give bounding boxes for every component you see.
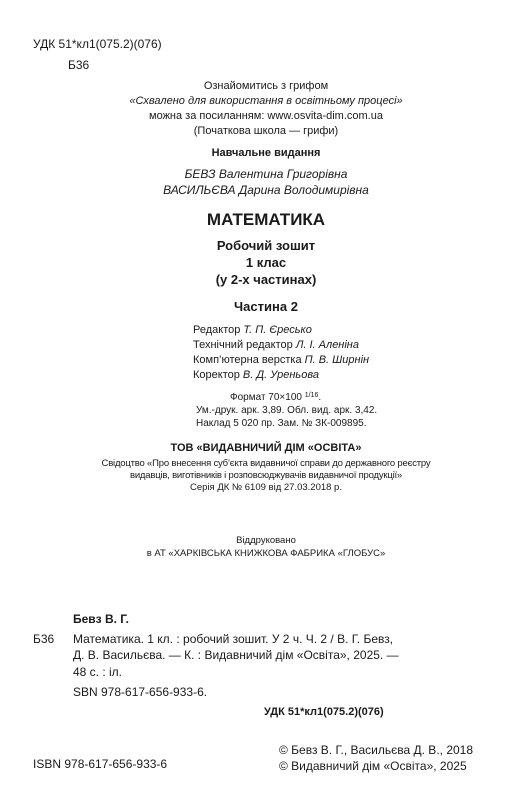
book-title: МАТЕМАТИКА — [206, 210, 326, 229]
publisher-cert-2: видавців, виготівників і розповсюджувачів видавничої продукції» — [129, 470, 403, 481]
approval-line-2: «Схвалено для використання в освітньому процесі» — [129, 95, 403, 107]
footer-isbn: ISBN 978-617-656-933-6 — [33, 757, 168, 771]
approval-line-3: можна за посиланням: www.osvita-dim.com.ua — [149, 110, 383, 122]
author-2-name: Дарина Володимирівна — [238, 183, 369, 197]
edition-type: Навчальне видання — [211, 147, 321, 159]
approval-line-4: (Початкова школа — грифи) — [193, 125, 339, 137]
author-2 — [0, 183, 532, 197]
credit-layout: Комп’ютерна верстка П. В. Ширнін — [193, 354, 370, 366]
author-2-surname: ВАСИЛЬЄВА — [163, 183, 236, 197]
footer-copyright-authors: © Бевз В. Г., Васильєва Д. В., 2018 — [279, 743, 474, 757]
catalog-code: Б36 — [33, 632, 55, 646]
printer-line-2: в АТ «ХАРКІВСЬКА КНИЖКОВА ФАБРИКА «ГЛОБУС» — [146, 548, 386, 559]
approval-line-1: Ознайомитись з грифом — [203, 80, 329, 92]
spec-sheets: Ум.-друк. арк. 3,89. Обл. вид. арк. 3,42. — [196, 405, 378, 416]
catalog-isbn: SBN 978-617-656-933-6. — [73, 685, 208, 699]
credit-proofreader: Коректор В. Д. Уреньова — [193, 369, 319, 381]
spec-format: Формат 70×100 $^{1/16}$. — [230, 392, 322, 403]
bbk-code: Б36 — [68, 58, 90, 72]
catalog-desc-3: 48 с. : іл. — [73, 665, 123, 679]
printer-line-1: Віддруковано — [236, 535, 296, 546]
book-parts: (у 2-х частинах) — [215, 272, 317, 287]
footer-copyright-publisher: © Видавничий дім «Освіта», 2025 — [279, 759, 467, 773]
author-1-surname: БЕВЗ — [184, 167, 216, 181]
publisher-name: ТОВ «ВИДАВНИЧИЙ ДІМ «ОСВІТА» — [170, 442, 362, 454]
catalog-author-heading: Бевз В. Г. — [73, 612, 129, 626]
publisher-cert-3: Серія ДК № 6109 від 27.03.2018 р. — [190, 482, 342, 493]
book-subtitle: Робочий зошит — [216, 238, 316, 253]
book-part-number: Частина 2 — [234, 299, 298, 314]
credit-tech-editor: Технічний редактор Л. І. Аленіна — [193, 339, 359, 351]
book-grade: 1 клас — [245, 255, 287, 270]
catalog-desc-2: Д. В. Васильєва. — К. : Видавничий дім «Освіта», 2025. — — [73, 648, 399, 662]
publisher-cert-1: Свідоцтво «Про внесення суб’єкта видавничої справи до державного реєстру — [101, 458, 431, 469]
catalog-desc-1: Математика. 1 кл. : робочий зошит. У 2 ч. Ч. 2 / В. Г. Бевз, — [73, 632, 394, 646]
credit-editor: Редактор Т. П. Єресько — [193, 324, 312, 336]
spec-print-run: Наклад 5 020 пр. Зам. № ЗК-009895. — [196, 418, 367, 429]
author-1 — [0, 167, 532, 181]
catalog-udk: УДК 51*кл1(075.2)(076) — [264, 706, 384, 718]
author-1-name: Валентина Григорівна — [218, 167, 348, 181]
udk-code: УДК 51*кл1(075.2)(076) — [33, 37, 162, 51]
